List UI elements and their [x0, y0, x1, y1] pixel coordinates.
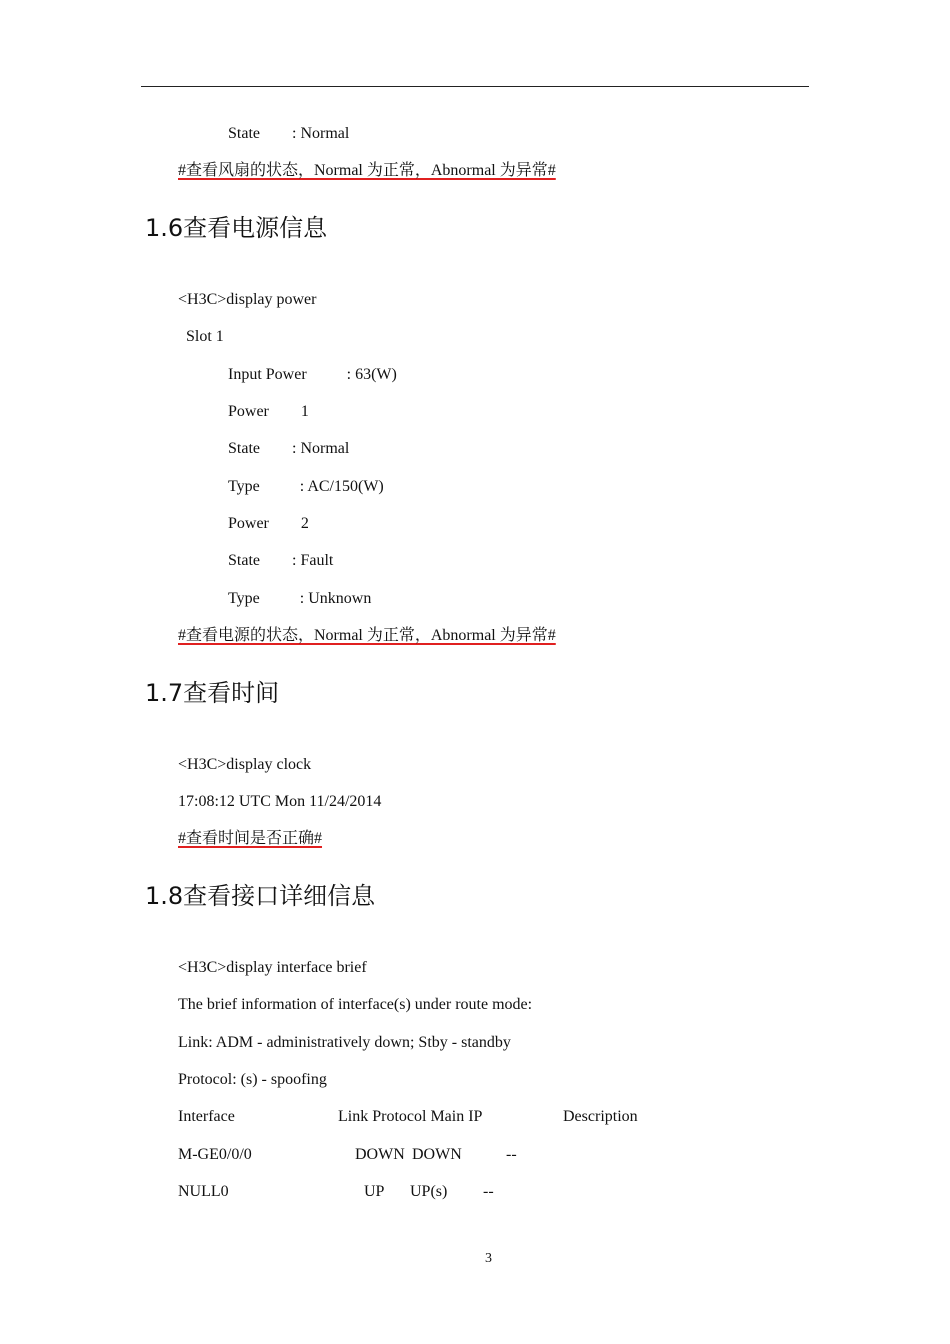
row-1-protocol: UP(s) [410, 1183, 448, 1200]
row-0-interface: M-GE0/0/0 [178, 1146, 252, 1163]
power-2-state: State : Fault [228, 552, 334, 569]
row-1-interface: NULL0 [178, 1183, 229, 1200]
power-command: <H3C>display power [178, 291, 317, 308]
section-1-6-heading: 1.6查看电源信息 [145, 214, 328, 242]
power-1-label: Power 1 [228, 403, 309, 420]
interface-command: <H3C>display interface brief [178, 959, 367, 976]
row-0-ip: -- [506, 1146, 517, 1163]
row-1-link: UP [364, 1183, 385, 1200]
clock-command: <H3C>display clock [178, 756, 312, 773]
interface-link-legend: Link: ADM - administratively down; Stby - standby [178, 1034, 511, 1051]
page-number: 3 [485, 1251, 492, 1266]
interface-info-line: The brief information of interface(s) under route mode: [178, 996, 533, 1013]
interface-protocol-legend: Protocol: (s) - spoofing [178, 1071, 327, 1088]
header-rule [141, 86, 809, 87]
table-header-description: Description [563, 1108, 638, 1125]
power-note: #查看电源的状态，Normal 为正常，Abnormal 为异常# [178, 627, 556, 644]
clock-note: #查看时间是否正确# [178, 830, 323, 847]
section-1-8-heading: 1.8查看接口详细信息 [145, 882, 376, 910]
fan-state-line: State : Normal [228, 125, 350, 142]
power-input-power: Input Power : 63(W) [228, 366, 397, 383]
power-slot: Slot 1 [186, 328, 224, 345]
fan-note: #查看风扇的状态，Normal 为正常，Abnormal 为异常# [178, 162, 556, 179]
row-0-link: DOWN [355, 1146, 405, 1163]
power-1-state: State : Normal [228, 440, 350, 457]
table-header-link-protocol-ip: Link Protocol Main IP [338, 1108, 483, 1125]
power-1-type: Type : AC/150(W) [228, 478, 384, 495]
power-2-type: Type : Unknown [228, 590, 372, 607]
row-1-ip: -- [483, 1183, 494, 1200]
clock-output: 17:08:12 UTC Mon 11/24/2014 [178, 793, 382, 810]
section-1-7-heading: 1.7查看时间 [145, 679, 280, 707]
table-header-interface: Interface [178, 1108, 235, 1125]
row-0-protocol: DOWN [412, 1146, 462, 1163]
power-2-label: Power 2 [228, 515, 309, 532]
